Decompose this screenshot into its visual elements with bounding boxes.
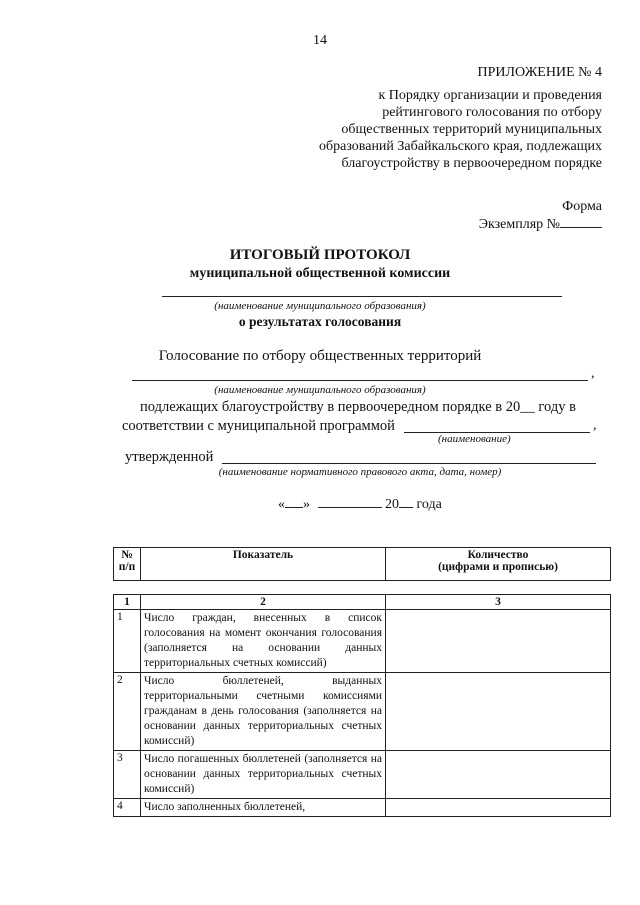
col-number-3: 3: [386, 595, 611, 610]
header-quantity-note: (цифрами и прописью): [438, 561, 558, 573]
row-value[interactable]: [386, 799, 611, 817]
municipality-hint-2: (наименование муниципального образования): [214, 384, 426, 396]
row-text: Число бюллетеней, выданных территориальными счетными комиссиями гражданам в день голосования (заполняется на основании данных территориальных счетных комиссий): [141, 673, 386, 751]
col-number-1: 1: [114, 595, 141, 610]
document-title: ИТОГОВЫЙ ПРОТОКОЛ: [229, 247, 411, 263]
row-number: 1: [114, 610, 141, 673]
approved-label: утвержденной: [125, 449, 214, 465]
year-suffix: года: [416, 497, 442, 512]
header-number: №: [121, 549, 133, 561]
municipality-line: [162, 296, 562, 297]
act-hint: (наименование нормативного правового акта, дата, номер): [218, 466, 502, 478]
comma-2: ,: [593, 418, 597, 433]
row-text: Число заполненных бюллетеней,: [141, 799, 386, 817]
header-pp: п/п: [118, 561, 136, 573]
appendix-line: благоустройству в первоочередном порядке: [341, 156, 602, 171]
date-line: [278, 497, 442, 513]
row-number: 4: [114, 799, 141, 817]
body-line-1: подлежащих благоустройству в первоочередном порядке в 20__ году в: [140, 399, 576, 415]
table-row: [114, 673, 611, 751]
header-indicator: Показатель: [141, 548, 386, 581]
header-quantity-cell: [386, 548, 611, 581]
name-hint: (наименование): [438, 433, 511, 445]
appendix-title: ПРИЛОЖЕНИЕ № 4: [477, 65, 602, 80]
results-title: о результатах голосования: [238, 314, 402, 329]
body-line-2: соответствии с муниципальной программой: [122, 418, 395, 434]
quote-close: »: [303, 497, 310, 512]
copy-label: Экземпляр №: [478, 217, 560, 232]
row-value[interactable]: [386, 610, 611, 673]
table-row: [114, 799, 611, 817]
row-value[interactable]: [386, 751, 611, 799]
act-line: [222, 463, 596, 464]
table-row: [114, 751, 611, 799]
header-number-cell: [114, 548, 141, 581]
row-number: 2: [114, 673, 141, 751]
municipality-line-2: [132, 380, 588, 381]
appendix-line: общественных территорий муниципальных: [341, 122, 602, 137]
page-number: 14: [313, 33, 327, 48]
voting-line: Голосование по отбору общественных территорий: [158, 348, 482, 364]
col-number-2: 2: [141, 595, 386, 610]
appendix-line: рейтингового голосования по отбору: [382, 105, 602, 120]
appendix-line: образований Забайкальского края, подлежащих: [319, 139, 602, 154]
row-value[interactable]: [386, 673, 611, 751]
header-quantity: Количество: [467, 549, 529, 561]
table-row: [114, 610, 611, 673]
form-label: Форма: [562, 199, 602, 214]
document-subtitle: муниципальной общественной комиссии: [189, 266, 451, 281]
year-prefix: 20: [385, 497, 399, 512]
row-number: 3: [114, 751, 141, 799]
row-text: Число граждан, внесенных в список голосования на момент окончания голосования (заполняется на основании данных территориальных счетных комиссий): [141, 610, 386, 673]
appendix-block: [319, 64, 602, 172]
comma: ,: [591, 366, 595, 381]
appendix-line: к Порядку организации и проведения: [378, 88, 602, 103]
data-table: [113, 594, 611, 817]
municipality-hint: (наименование муниципального образования): [214, 300, 426, 312]
header-table: [113, 547, 611, 581]
quote-open: «: [278, 497, 285, 512]
copy-number: [479, 216, 602, 233]
row-text: Число погашенных бюллетеней (заполняется на основании данных территориальных счетных комиссий): [141, 751, 386, 799]
